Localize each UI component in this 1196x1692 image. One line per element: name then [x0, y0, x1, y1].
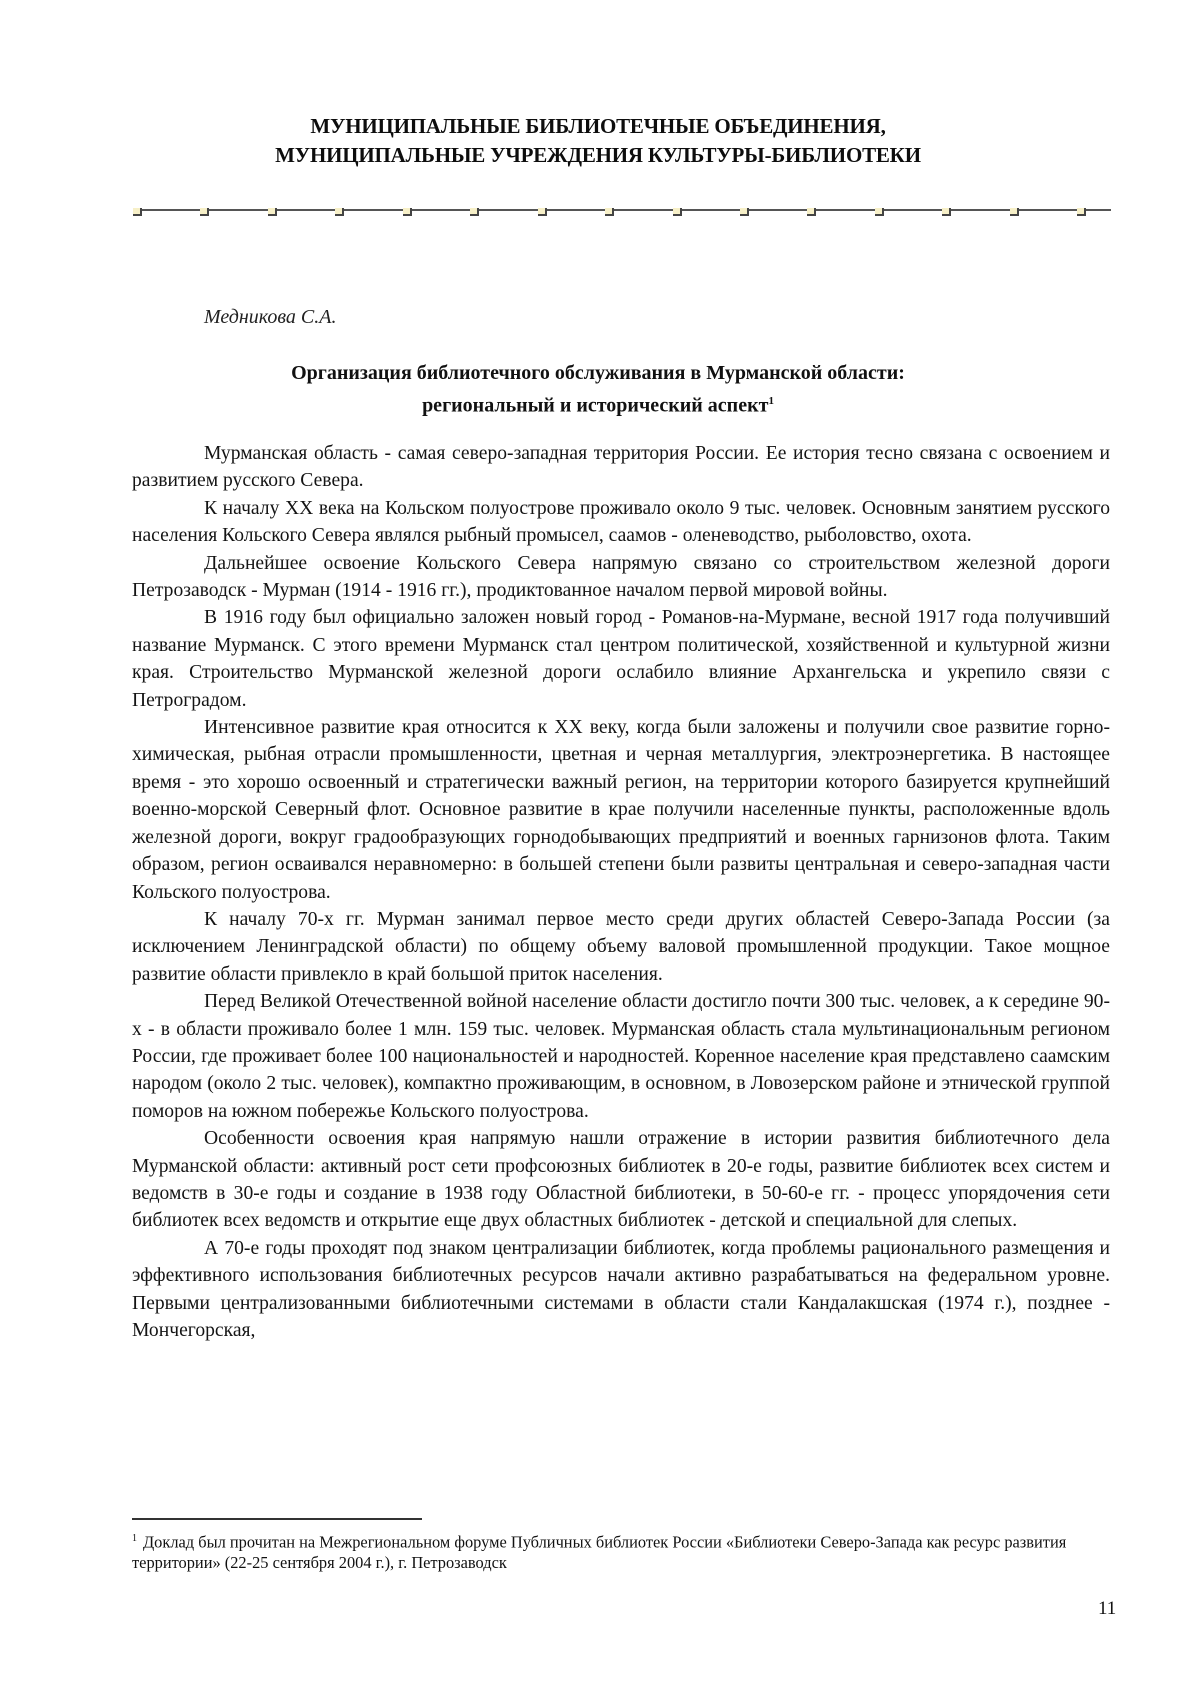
article-title — [0, 359, 1196, 420]
author-name: Медникова С.А. — [204, 306, 337, 328]
paragraph: Дальнейшее освоение Кольского Севера напрямую связано со строительством железной дороги Петрозаводск - Мурман (1914 - 1916 гг.), продиктованное началом первой мировой войны. — [132, 552, 1110, 602]
footnote-reference[interactable]: 1 — [768, 395, 774, 407]
paragraph: К началу XX века на Кольском полуострове проживало около 9 тыс. человек. Основным занятием русского населения Кольского Севера являлся рыбный промысел, саамов - оленеводство, рыболовство, охота. — [132, 497, 1110, 547]
footnote — [132, 1528, 1112, 1573]
paragraph: Перед Великой Отечественной войной население области достигло почти 300 тыс. человек, а к середине 90-х - в области проживало более 1 млн. 159 тыс. человек. Мурманская область стала мультинациональным регионом России, где проживает более 100 национальностей и народностей. Коренное население края представлено саамским народом (около 2 тыс. человек), компактно проживающим, в основном, в Ловозерском районе и этнической группой поморов на южном побережье Кольского полуострова. — [132, 991, 1110, 1122]
divider-notch — [200, 208, 209, 216]
divider-notch — [403, 208, 412, 216]
paragraph: А 70-е годы проходят под знаком централизации библиотек, когда проблемы рационального размещения и эффективного использования библиотечных ресурсов начали активно разрабатываться на федеральном уровне. Первыми централизованными библиотечными системами в области стали Кандалакшская (1974 г.), позднее - Мончегорская, — [132, 1237, 1110, 1341]
paragraph: Мурманская область - самая северо-западная территория России. Ее история тесно связана с освоением и развитием русского Севера. — [132, 443, 1110, 492]
footnote-text: Доклад был прочитан на Межрегиональном форуме Публичных библиотек России «Библиотеки Северо-Запада как ресурс развития территории» (22-25 сентября 2004 г.), г. Петрозаводск — [132, 1532, 1067, 1573]
divider-notch — [875, 208, 884, 216]
section-header-line-1: МУНИЦИПАЛЬНЫЕ БИБЛИОТЕЧНЫЕ ОБЪЕДИНЕНИЯ, — [310, 114, 886, 138]
paragraph: В 1916 году был официально заложен новый город - Романов-на-Мурмане, весной 1917 года получивший название Мурманск. С этого времени Мурманск стал центром политической, хозяйственной и культурной жизни края. Строительство Мурманской железной дороги ослабило влияние Архангельска и укрепило связи с Петроградом. — [132, 607, 1110, 711]
divider-notch — [1010, 208, 1019, 216]
divider-notch — [133, 208, 142, 216]
divider-notch — [538, 208, 547, 216]
paragraph: Особенности освоения края напрямую нашли отражение в истории развития библиотечного дела Мурманской области: активный рост сети профсоюзных библиотек в 20-е годы, развитие библиотек всех систем и ведомств в 30-е годы и создание в 1938 году Областной библиотеки, в 50-60-е гг. - процесс упорядочения сети библиотек всех ведомств и открытие еще двух областных библиотек - детской и специальной для слепых. — [132, 1128, 1110, 1232]
article-title-line-1: Организация библиотечного обслуживания в Мурманской области: — [291, 362, 905, 384]
divider-notch — [268, 208, 277, 216]
footnote-mark: 1 — [132, 1533, 137, 1544]
section-header-line-2: МУНИЦИПАЛЬНЫЕ УЧРЕЖДЕНИЯ КУЛЬТУРЫ-БИБЛИОТЕКИ — [275, 143, 921, 167]
section-header — [0, 112, 1196, 170]
divider-notch — [335, 208, 344, 216]
divider-rule — [137, 209, 1111, 211]
divider-notch — [807, 208, 816, 216]
article-title-line-2-text: региональный и исторический аспект — [422, 394, 769, 417]
paragraph: Интенсивное развитие края относится к XX веку, когда были заложены и получили свое развитие горно-химическая, рыбная отрасли промышленности, цветная и черная металлургия, электроэнергетика. В настоящее время - это хорошо освоенный и стратегически важный регион, на территории которого базируется крупнейший военно-морской Северный флот. Основное развитие в крае получили населенные пункты, расположенные вдоль железной дороги, вокруг градообразующих горнодобывающих предприятий и военных гарнизонов флота. Таким образом, регион осваивался неравномерно: в большей степени были развиты центральная и северо-западная части Кольского полуострова. — [132, 717, 1110, 903]
divider-notch — [605, 208, 614, 216]
article-body — [132, 440, 1110, 1344]
article-title-line-2 — [0, 387, 1196, 420]
page-number: 11 — [1098, 1598, 1117, 1619]
footnote-separator — [132, 1518, 422, 1520]
divider-notch — [1077, 208, 1086, 216]
divider-notch — [740, 208, 749, 216]
paragraph: К началу 70-х гг. Мурман занимал первое место среди других областей Северо-Запада России (за исключением Ленинградской области) по общему объему валовой промышленной продукции. Такое мощное развитие области привлекло в край большой приток населения. — [132, 908, 1110, 985]
divider-notch — [673, 208, 682, 216]
divider-notch — [942, 208, 951, 216]
divider-notch — [470, 208, 479, 216]
decorative-divider — [133, 205, 1111, 219]
